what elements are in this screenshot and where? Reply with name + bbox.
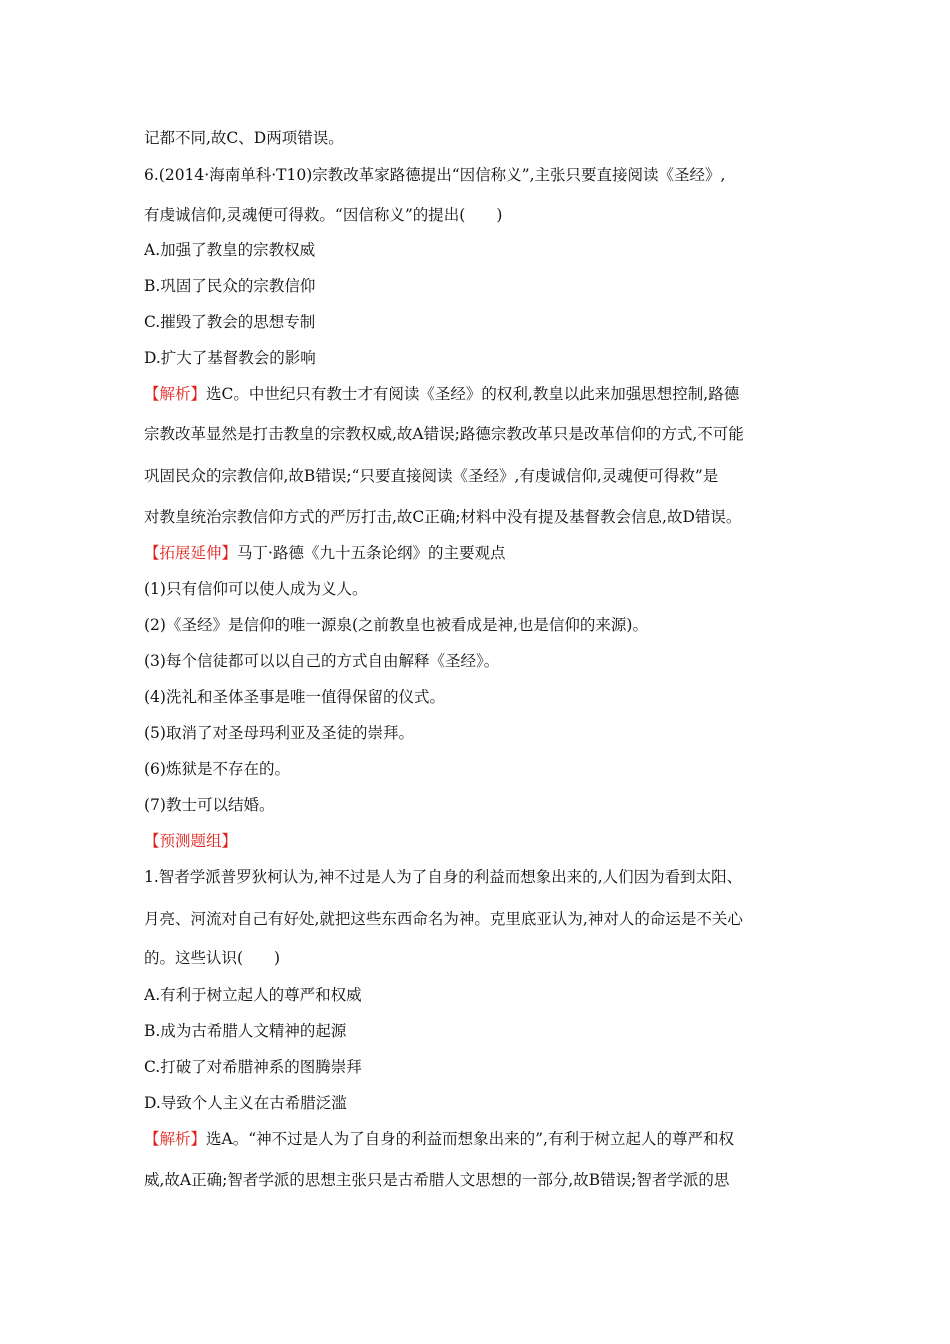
previous-answer-end: 记都不同,故C、D两项错误。 bbox=[144, 129, 344, 147]
extension-point: (2)《圣经》是信仰的唯一源泉(之前教皇也被看成是神,也是信仰的来源)。 bbox=[144, 616, 648, 634]
forecast-group-heading: 【预测题组】 bbox=[144, 832, 238, 850]
question-1-stem-line-3: 的。这些认识( ) bbox=[144, 949, 281, 967]
question-1-option-c: C.打破了对希腊神系的图腾崇拜 bbox=[144, 1058, 362, 1076]
question-6-option-d: D.扩大了基督教会的影响 bbox=[144, 349, 316, 367]
question-6-analysis-line-3: 巩固民众的宗教信仰,故B错误;“只要直接阅读《圣经》,有虔诚信仰,灵魂便可得救”是 bbox=[144, 467, 719, 485]
analysis-text: 选C。中世纪只有教士才有阅读《圣经》的权利,教皇以此来加强思想控制,路德 bbox=[206, 385, 740, 403]
analysis-tag: 【解析】 bbox=[144, 1130, 207, 1148]
extension-point: (6)炼狱是不存在的。 bbox=[144, 760, 290, 778]
extension-tag: 【拓展延伸】 bbox=[144, 544, 238, 562]
question-6-analysis-line-2: 宗教改革显然是打击教皇的宗教权威,故A错误;路德宗教改革只是改革信仰的方式,不可能 bbox=[144, 425, 744, 443]
question-1-stem-line-1: 1.智者学派普罗狄柯认为,神不过是人为了自身的利益而想象出来的,人们因为看到太阳、 bbox=[144, 868, 743, 886]
question-1-option-a: A.有利于树立起人的尊严和权威 bbox=[144, 986, 362, 1004]
extension-heading bbox=[144, 543, 505, 563]
analysis-tag: 【解析】 bbox=[144, 385, 207, 403]
question-6-option-a: A.加强了教皇的宗教权威 bbox=[144, 241, 316, 259]
extension-point: (5)取消了对圣母玛利亚及圣徒的崇拜。 bbox=[144, 724, 414, 742]
question-1-option-b: B.成为古希腊人文精神的起源 bbox=[144, 1022, 347, 1040]
question-1-analysis-line-2: 威,故A正确;智者学派的思想主张只是古希腊人文思想的一部分,故B错误;智者学派的思 bbox=[144, 1171, 730, 1189]
extension-point: (1)只有信仰可以使人成为义人。 bbox=[144, 580, 368, 598]
question-1-option-d: D.导致个人主义在古希腊泛滥 bbox=[144, 1094, 347, 1112]
question-6-stem-line-2: 有虔诚信仰,灵魂便可得救。“因信称义”的提出( ) bbox=[144, 206, 503, 224]
extension-point: (7)教士可以结婚。 bbox=[144, 796, 275, 814]
question-1-analysis-line-1 bbox=[144, 1129, 734, 1149]
extension-point: (4)洗礼和圣体圣事是唯一值得保留的仪式。 bbox=[144, 688, 445, 706]
question-6-option-c: C.摧毁了教会的思想专制 bbox=[144, 313, 316, 331]
question-6-analysis-line-1 bbox=[144, 384, 739, 404]
question-1-stem-line-2: 月亮、河流对自己有好处,就把这些东西命名为神。克里底亚认为,神对人的命运是不关心 bbox=[144, 910, 743, 928]
question-6-option-b: B.巩固了民众的宗教信仰 bbox=[144, 277, 316, 295]
question-6-stem-line-1: 6.(2014·海南单科·T10)宗教改革家路德提出“因信称义”,主张只要直接阅读《圣经》, bbox=[144, 166, 726, 184]
analysis-text: 选A。“神不过是人为了自身的利益而想象出来的”,有利于树立起人的尊严和权 bbox=[206, 1130, 734, 1148]
question-6-analysis-line-4: 对教皇统治宗教信仰方式的严厉打击,故C正确;材料中没有提及基督教会信息,故D错误。 bbox=[144, 508, 742, 526]
extension-title: 马丁·路德《九十五条论纲》的主要观点 bbox=[237, 544, 506, 562]
extension-point: (3)每个信徒都可以以自己的方式自由解释《圣经》。 bbox=[144, 652, 500, 670]
